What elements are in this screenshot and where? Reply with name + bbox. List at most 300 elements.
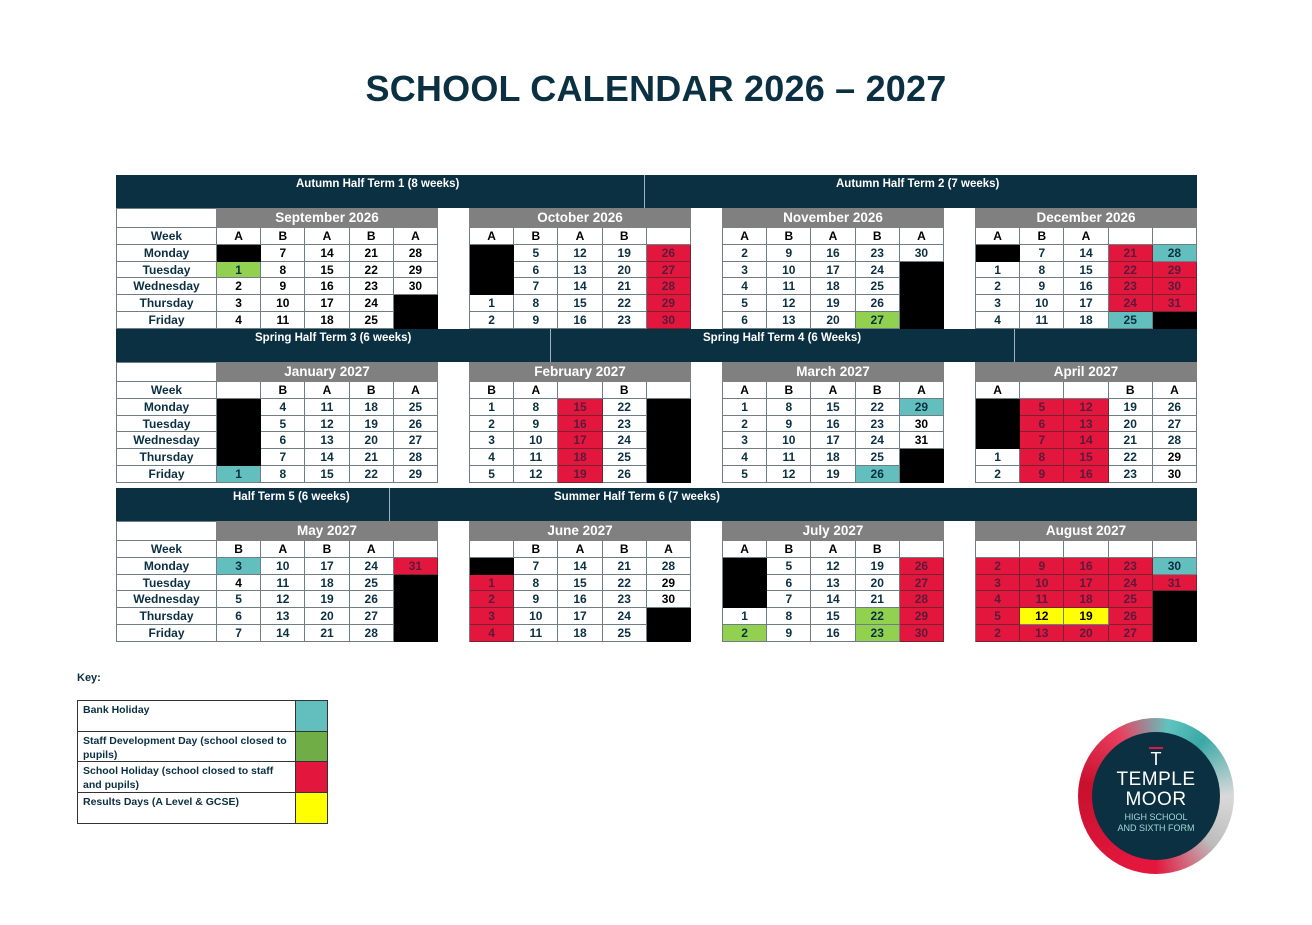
- date-cell: 21: [603, 278, 647, 295]
- school-holiday-cell: 16: [1064, 558, 1108, 575]
- school-holiday-cell: 2: [976, 625, 1020, 642]
- non-school-day-cell: [723, 591, 767, 608]
- logo-name-line2: MOOR: [1125, 789, 1187, 810]
- week-ab-cell: A: [394, 382, 438, 399]
- school-holiday-cell: 17: [1064, 575, 1108, 592]
- date-cell: 6: [261, 432, 305, 449]
- term-block: [116, 175, 1197, 327]
- date-cell: 9: [514, 591, 558, 608]
- date-cell: 2: [723, 245, 767, 262]
- row-label-tuesday: Tuesday: [116, 262, 216, 279]
- week-ab-cell: B: [261, 228, 305, 245]
- school-holiday-cell: 28: [900, 591, 944, 608]
- row-label-monday: Monday: [116, 399, 216, 416]
- date-cell: 15: [811, 608, 855, 625]
- row-label-monday: Monday: [116, 558, 216, 575]
- date-cell: 28: [394, 245, 438, 262]
- date-cell: 26: [350, 591, 394, 608]
- date-cell: 7: [261, 245, 305, 262]
- date-cell: 10: [514, 608, 558, 625]
- row-label-friday: Friday: [116, 625, 216, 642]
- month-september: [216, 208, 438, 329]
- date-cell: 9: [767, 625, 811, 642]
- date-cell: 22: [603, 295, 647, 312]
- week-ab-cell: [976, 541, 1020, 558]
- week-ab-cell: A: [647, 541, 691, 558]
- key-swatch-results-days: [296, 793, 327, 824]
- row-labels: [116, 208, 216, 329]
- date-cell: 11: [1020, 312, 1064, 329]
- date-cell: 23: [856, 245, 900, 262]
- row-label-tuesday: Tuesday: [116, 416, 216, 433]
- date-cell: 19: [811, 466, 855, 483]
- date-cell: 8: [514, 399, 558, 416]
- date-cell: 11: [261, 575, 305, 592]
- week-ab-cell: [1153, 228, 1197, 245]
- date-cell: 12: [767, 466, 811, 483]
- week-ab-cell: A: [976, 228, 1020, 245]
- staff-development-cell: 27: [856, 312, 900, 329]
- non-school-day-cell: [394, 608, 438, 625]
- date-cell: 24: [856, 262, 900, 279]
- date-cell: 14: [305, 245, 349, 262]
- school-holiday-cell: 28: [647, 278, 691, 295]
- row-label-thursday: Thursday: [116, 295, 216, 312]
- date-cell: 12: [514, 466, 558, 483]
- date-cell: 2: [723, 416, 767, 433]
- date-cell: 18: [558, 625, 602, 642]
- month-grid: [216, 382, 438, 483]
- week-ab-cell: B: [514, 541, 558, 558]
- logo-name-line1: TEMPLE: [1116, 769, 1196, 790]
- non-school-day-cell: [217, 416, 261, 433]
- school-holiday-cell: 5: [976, 608, 1020, 625]
- date-cell: 8: [767, 608, 811, 625]
- date-cell: 8: [261, 262, 305, 279]
- week-ab-cell: A: [305, 228, 349, 245]
- date-cell: 30: [647, 591, 691, 608]
- school-holiday-cell: 18: [558, 449, 602, 466]
- non-school-day-cell: [976, 399, 1020, 416]
- school-holiday-cell: 13: [1064, 416, 1108, 433]
- date-cell: 15: [305, 262, 349, 279]
- term-divider: [389, 488, 390, 521]
- week-ab-cell: B: [350, 382, 394, 399]
- page-title: SCHOOL CALENDAR 2026 – 2027: [365, 68, 947, 109]
- date-cell: 4: [723, 278, 767, 295]
- week-ab-cell: A: [1064, 228, 1108, 245]
- school-holiday-cell: 18: [1064, 591, 1108, 608]
- date-cell: 19: [305, 591, 349, 608]
- non-school-day-cell: [394, 312, 438, 329]
- date-cell: 15: [811, 399, 855, 416]
- date-cell: 30: [394, 278, 438, 295]
- date-cell: 25: [350, 575, 394, 592]
- date-cell: 22: [1109, 449, 1153, 466]
- date-cell: 21: [305, 625, 349, 642]
- date-cell: 23: [603, 591, 647, 608]
- date-cell: 16: [305, 278, 349, 295]
- non-school-day-cell: [647, 625, 691, 642]
- date-cell: 4: [217, 312, 261, 329]
- term-block: [116, 488, 1197, 640]
- school-holiday-cell: 31: [394, 558, 438, 575]
- date-cell: 7: [261, 449, 305, 466]
- week-ab-cell: A: [723, 541, 767, 558]
- date-cell: 19: [811, 295, 855, 312]
- label-header-blank: [116, 362, 216, 382]
- date-cell: 14: [558, 278, 602, 295]
- month-november: [722, 208, 944, 329]
- week-ab-cell: B: [1109, 382, 1153, 399]
- school-holiday-cell: 25: [1109, 591, 1153, 608]
- date-cell: 21: [856, 591, 900, 608]
- staff-development-cell: 2: [723, 625, 767, 642]
- date-cell: 11: [767, 449, 811, 466]
- school-holiday-cell: 17: [558, 432, 602, 449]
- school-holiday-cell: 2: [976, 558, 1020, 575]
- school-holiday-cell: 12: [1064, 399, 1108, 416]
- logo-name: [1092, 770, 1220, 810]
- non-school-day-cell: [647, 432, 691, 449]
- bank-holiday-cell: 30: [1153, 558, 1197, 575]
- term-label: Autumn Half Term 2 (7 weeks): [836, 178, 1000, 190]
- date-cell: 29: [1153, 449, 1197, 466]
- term-label: Summer Half Term 6 (7 weeks): [554, 491, 720, 503]
- date-cell: 17: [305, 558, 349, 575]
- date-cell: 16: [1064, 278, 1108, 295]
- date-cell: 25: [856, 278, 900, 295]
- date-cell: 13: [261, 608, 305, 625]
- date-cell: 5: [217, 591, 261, 608]
- date-cell: 21: [350, 449, 394, 466]
- week-ab-cell: A: [470, 228, 514, 245]
- row-label-wednesday: Wednesday: [116, 591, 216, 608]
- non-school-day-cell: [394, 295, 438, 312]
- date-cell: 5: [723, 466, 767, 483]
- date-cell: 6: [514, 262, 558, 279]
- row-label-thursday: Thursday: [116, 608, 216, 625]
- month-april: [975, 362, 1197, 483]
- date-cell: 18: [305, 312, 349, 329]
- school-holiday-cell: 24: [1109, 295, 1153, 312]
- month-may: [216, 521, 438, 642]
- week-ab-cell: B: [514, 228, 558, 245]
- school-holiday-cell: 23: [1109, 558, 1153, 575]
- date-cell: 10: [261, 558, 305, 575]
- date-cell: 24: [350, 558, 394, 575]
- date-cell: 7: [767, 591, 811, 608]
- school-holiday-cell: 21: [1109, 245, 1153, 262]
- month-january: [216, 362, 438, 483]
- key-row-school-holiday: [78, 762, 327, 793]
- term-label: Half Term 5 (6 weeks): [233, 491, 350, 503]
- key-label: Staff Development Day (school closed to pupils): [78, 732, 296, 762]
- term-block: [116, 329, 1197, 481]
- key-swatch-staff-development: [296, 732, 327, 762]
- week-ab-cell: B: [767, 228, 811, 245]
- week-ab-cell: B: [305, 541, 349, 558]
- date-cell: 9: [1020, 278, 1064, 295]
- date-cell: 2: [976, 278, 1020, 295]
- school-logo: [1078, 718, 1234, 874]
- date-cell: 22: [856, 399, 900, 416]
- key-swatch-bank-holiday: [296, 701, 327, 731]
- row-label-wednesday: Wednesday: [116, 278, 216, 295]
- school-holiday-cell: 19: [558, 466, 602, 483]
- week-ab-cell: [900, 541, 944, 558]
- date-cell: 16: [558, 591, 602, 608]
- date-cell: 21: [350, 245, 394, 262]
- date-cell: 26: [603, 466, 647, 483]
- non-school-day-cell: [900, 312, 944, 329]
- non-school-day-cell: [976, 432, 1020, 449]
- date-cell: 23: [350, 278, 394, 295]
- week-ab-cell: B: [350, 228, 394, 245]
- term-label: Spring Half Term 3 (6 weeks): [255, 332, 412, 344]
- bank-holiday-cell: 29: [900, 399, 944, 416]
- date-cell: 20: [305, 608, 349, 625]
- date-cell: 25: [603, 625, 647, 642]
- non-school-day-cell: [470, 278, 514, 295]
- date-cell: 25: [394, 399, 438, 416]
- date-cell: 21: [1109, 432, 1153, 449]
- month-march: [722, 362, 944, 483]
- month-grid: [469, 382, 691, 483]
- date-cell: 2: [470, 416, 514, 433]
- row-labels: [116, 521, 216, 642]
- school-holiday-cell: 8: [1020, 449, 1064, 466]
- date-cell: 10: [1020, 295, 1064, 312]
- bank-holiday-cell: 28: [1153, 245, 1197, 262]
- date-cell: 12: [811, 558, 855, 575]
- non-school-day-cell: [394, 591, 438, 608]
- non-school-day-cell: [470, 245, 514, 262]
- date-cell: 16: [811, 245, 855, 262]
- date-cell: 28: [1153, 432, 1197, 449]
- school-holiday-cell: 16: [558, 416, 602, 433]
- week-ab-cell: [647, 382, 691, 399]
- key-row-staff-development: [78, 732, 327, 763]
- row-label-friday: Friday: [116, 312, 216, 329]
- date-cell: 19: [350, 416, 394, 433]
- date-cell: 22: [603, 399, 647, 416]
- non-school-day-cell: [1153, 625, 1197, 642]
- date-cell: 8: [514, 295, 558, 312]
- date-cell: 27: [350, 608, 394, 625]
- non-school-day-cell: [723, 575, 767, 592]
- school-holiday-cell: 29: [647, 295, 691, 312]
- date-cell: 18: [350, 399, 394, 416]
- month-header: November 2026: [722, 208, 944, 228]
- school-holiday-cell: 11: [1020, 591, 1064, 608]
- week-ab-cell: [1153, 541, 1197, 558]
- date-cell: 31: [900, 432, 944, 449]
- non-school-day-cell: [470, 558, 514, 575]
- school-holiday-cell: 14: [1064, 432, 1108, 449]
- week-ab-cell: B: [261, 382, 305, 399]
- date-cell: 15: [558, 295, 602, 312]
- date-cell: 16: [558, 312, 602, 329]
- non-school-day-cell: [723, 558, 767, 575]
- month-grid: [722, 228, 944, 329]
- non-school-day-cell: [394, 625, 438, 642]
- staff-development-cell: 23: [856, 625, 900, 642]
- date-cell: 27: [1153, 416, 1197, 433]
- bank-holiday-cell: 1: [217, 466, 261, 483]
- school-holiday-cell: 29: [900, 608, 944, 625]
- week-ab-cell: A: [558, 541, 602, 558]
- school-holiday-cell: 9: [1020, 558, 1064, 575]
- school-holiday-cell: 27: [647, 262, 691, 279]
- date-cell: 13: [767, 312, 811, 329]
- months-row: [116, 521, 1197, 640]
- date-cell: 2: [976, 466, 1020, 483]
- key-title: Key:: [77, 672, 101, 684]
- term-divider: [644, 175, 645, 208]
- date-cell: 9: [514, 416, 558, 433]
- school-holiday-cell: 30: [900, 625, 944, 642]
- date-cell: 18: [1064, 312, 1108, 329]
- date-cell: 11: [261, 312, 305, 329]
- date-cell: 24: [856, 432, 900, 449]
- date-cell: 10: [261, 295, 305, 312]
- week-ab-cell: B: [767, 382, 811, 399]
- date-cell: 7: [1020, 245, 1064, 262]
- date-cell: 5: [261, 416, 305, 433]
- school-holiday-cell: 24: [1109, 575, 1153, 592]
- date-cell: 3: [217, 295, 261, 312]
- date-cell: 11: [767, 278, 811, 295]
- results-day-cell: 19: [1064, 608, 1108, 625]
- date-cell: 7: [217, 625, 261, 642]
- non-school-day-cell: [900, 262, 944, 279]
- date-cell: 27: [394, 432, 438, 449]
- week-ab-cell: A: [1153, 382, 1197, 399]
- date-cell: 1: [976, 262, 1020, 279]
- month-header: February 2027: [469, 362, 691, 382]
- school-holiday-cell: 6: [1020, 416, 1064, 433]
- non-school-day-cell: [1153, 608, 1197, 625]
- non-school-day-cell: [900, 278, 944, 295]
- date-cell: 20: [603, 262, 647, 279]
- logo-subtitle: [1092, 812, 1220, 834]
- week-ab-cell: A: [394, 228, 438, 245]
- week-ab-cell: A: [811, 228, 855, 245]
- date-cell: 1: [723, 608, 767, 625]
- key-label: School Holiday (school closed to staff and pupils): [78, 762, 296, 792]
- date-cell: 15: [1064, 262, 1108, 279]
- school-holiday-cell: 2: [470, 591, 514, 608]
- week-ab-cell: A: [514, 382, 558, 399]
- date-cell: 7: [514, 278, 558, 295]
- school-holiday-cell: 3: [470, 608, 514, 625]
- date-cell: 4: [217, 575, 261, 592]
- non-school-day-cell: [647, 399, 691, 416]
- date-cell: 12: [558, 245, 602, 262]
- school-holiday-cell: 3: [976, 575, 1020, 592]
- school-holiday-cell: 23: [1109, 278, 1153, 295]
- non-school-day-cell: [900, 466, 944, 483]
- non-school-day-cell: [217, 449, 261, 466]
- month-grid: [975, 382, 1197, 483]
- school-holiday-cell: 16: [1064, 466, 1108, 483]
- month-december: [975, 208, 1197, 329]
- week-ab-cell: A: [350, 541, 394, 558]
- non-school-day-cell: [470, 262, 514, 279]
- key-table: [77, 700, 328, 824]
- school-holiday-cell: 4: [470, 625, 514, 642]
- school-holiday-cell: 31: [1153, 295, 1197, 312]
- results-day-cell: 12: [1020, 608, 1064, 625]
- week-ab-cell: B: [856, 541, 900, 558]
- month-grid: [722, 541, 944, 642]
- key-swatch-school-holiday: [296, 762, 327, 792]
- week-ab-cell: A: [976, 382, 1020, 399]
- date-cell: 3: [723, 432, 767, 449]
- date-cell: 26: [394, 416, 438, 433]
- date-cell: 15: [558, 575, 602, 592]
- date-cell: 29: [647, 575, 691, 592]
- date-cell: 23: [1109, 466, 1153, 483]
- week-ab-cell: A: [723, 228, 767, 245]
- week-ab-cell: [1064, 382, 1108, 399]
- school-holiday-cell: 10: [1020, 575, 1064, 592]
- date-cell: 8: [261, 466, 305, 483]
- school-holiday-cell: 13: [1020, 625, 1064, 642]
- row-labels: [116, 362, 216, 483]
- month-grid: [975, 541, 1197, 642]
- non-school-day-cell: [217, 399, 261, 416]
- month-header: August 2027: [975, 521, 1197, 541]
- bank-holiday-cell: 26: [856, 466, 900, 483]
- date-cell: 12: [261, 591, 305, 608]
- logo-mark-icon: T: [1092, 750, 1220, 768]
- date-cell: 28: [647, 558, 691, 575]
- date-cell: 30: [1153, 466, 1197, 483]
- term-divider: [550, 329, 551, 362]
- week-ab-cell: [558, 382, 602, 399]
- date-cell: 23: [603, 312, 647, 329]
- date-cell: 17: [305, 295, 349, 312]
- date-cell: 21: [603, 558, 647, 575]
- date-cell: 8: [514, 575, 558, 592]
- key-row-bank-holiday: [78, 701, 327, 732]
- row-label-tuesday: Tuesday: [116, 575, 216, 592]
- school-holiday-cell: 30: [1153, 278, 1197, 295]
- month-header: March 2027: [722, 362, 944, 382]
- date-cell: 10: [767, 262, 811, 279]
- date-cell: 22: [603, 575, 647, 592]
- term-header-bar: [116, 175, 1197, 208]
- date-cell: 3: [470, 432, 514, 449]
- term-divider: [1014, 329, 1015, 362]
- week-ab-cell: A: [811, 541, 855, 558]
- non-school-day-cell: [900, 295, 944, 312]
- date-cell: 9: [767, 416, 811, 433]
- non-school-day-cell: [647, 416, 691, 433]
- week-ab-cell: B: [470, 382, 514, 399]
- month-grid: [469, 228, 691, 329]
- month-header: May 2027: [216, 521, 438, 541]
- school-holiday-cell: 15: [1064, 449, 1108, 466]
- month-july: [722, 521, 944, 642]
- week-ab-cell: A: [723, 382, 767, 399]
- school-holiday-cell: 26: [900, 558, 944, 575]
- date-cell: 20: [811, 312, 855, 329]
- date-cell: 30: [900, 416, 944, 433]
- date-cell: 25: [350, 312, 394, 329]
